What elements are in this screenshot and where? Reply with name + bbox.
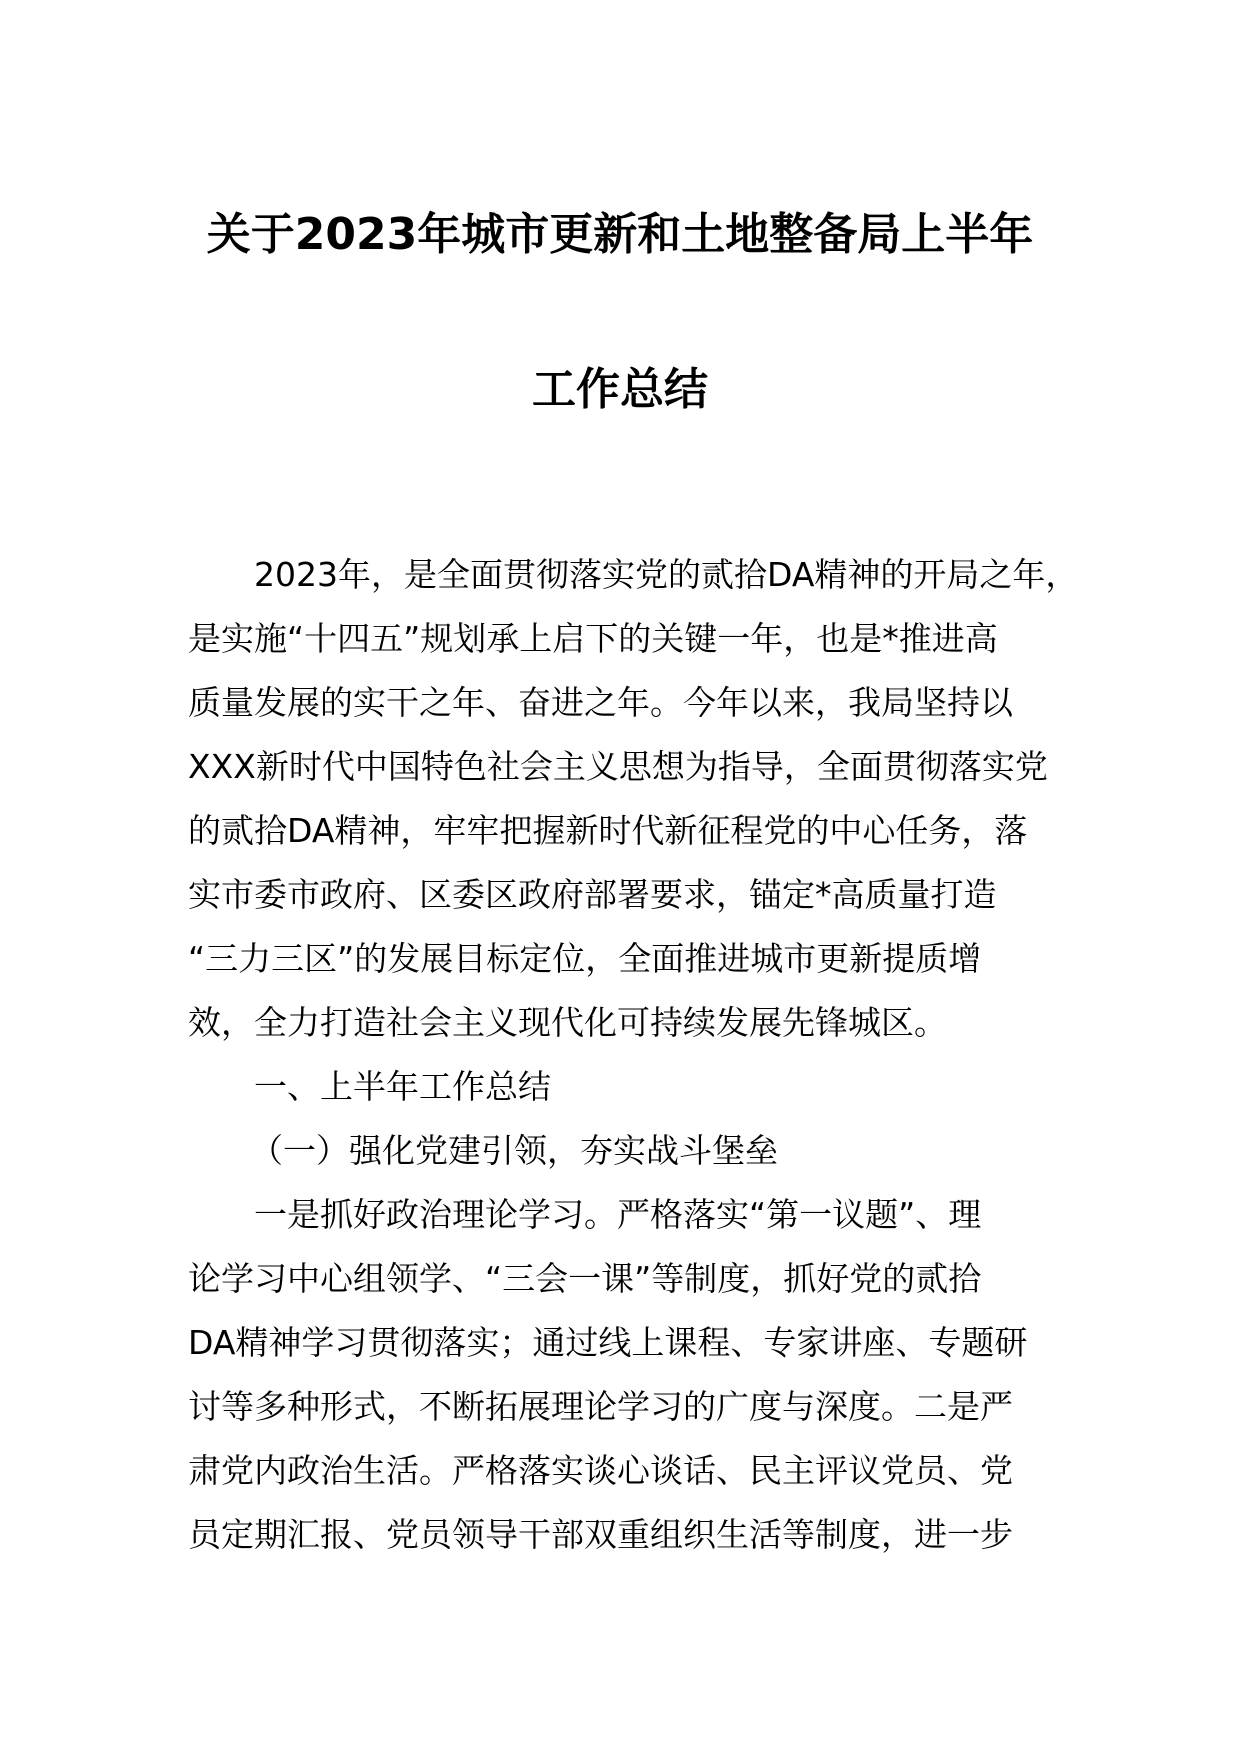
paragraph-line: 是实施“十四五”规划承上启下的关键一年，也是*推进高	[188, 619, 998, 658]
document-title-line-2: 工作总结	[532, 364, 708, 415]
paragraph-line: 肃党内政治生活。严格落实谈心谈话、民主评议党员、党	[188, 1451, 1013, 1490]
paragraph-line: DA精神学习贯彻落实；通过线上课程、专家讲座、专题研	[188, 1323, 1028, 1362]
paragraph-line: 的贰拾DA精神，牢牢把握新时代新征程党的中心任务，落	[188, 811, 1028, 850]
section-heading: 一、上半年工作总结	[254, 1067, 551, 1106]
paragraph-line: XXX新时代中国特色社会主义思想为指导，全面贯彻落实党	[188, 747, 1048, 786]
subsection-heading: （一）强化党建引领，夯实战斗堡垒	[250, 1131, 778, 1170]
paragraph-line: “三力三区”的发展目标定位，全面推进城市更新提质增	[188, 939, 982, 978]
paragraph-line: 一是抓好政治理论学习。严格落实“第一议题”、理	[254, 1195, 982, 1234]
document-title-line-1: 关于2023年城市更新和土地整备局上半年	[206, 209, 1034, 260]
paragraph-line: 论学习中心组领学、“三会一课”等制度，抓好党的贰拾	[188, 1259, 982, 1298]
paragraph-line: 员定期汇报、党员领导干部双重组织生活等制度，进一步	[188, 1515, 1013, 1554]
paragraph-line: 讨等多种形式，不断拓展理论学习的广度与深度。二是严	[188, 1387, 1013, 1426]
paragraph-line: 效，全力打造社会主义现代化可持续发展先锋城区。	[188, 1003, 947, 1042]
paragraph-line: 实市委市政府、区委区政府部署要求，锚定*高质量打造	[188, 875, 997, 914]
paragraph-line: 2023年，是全面贯彻落实党的贰拾DA精神的开局之年，	[254, 555, 1079, 594]
paragraph-line: 质量发展的实干之年、奋进之年。今年以来，我局坚持以	[188, 683, 1013, 722]
